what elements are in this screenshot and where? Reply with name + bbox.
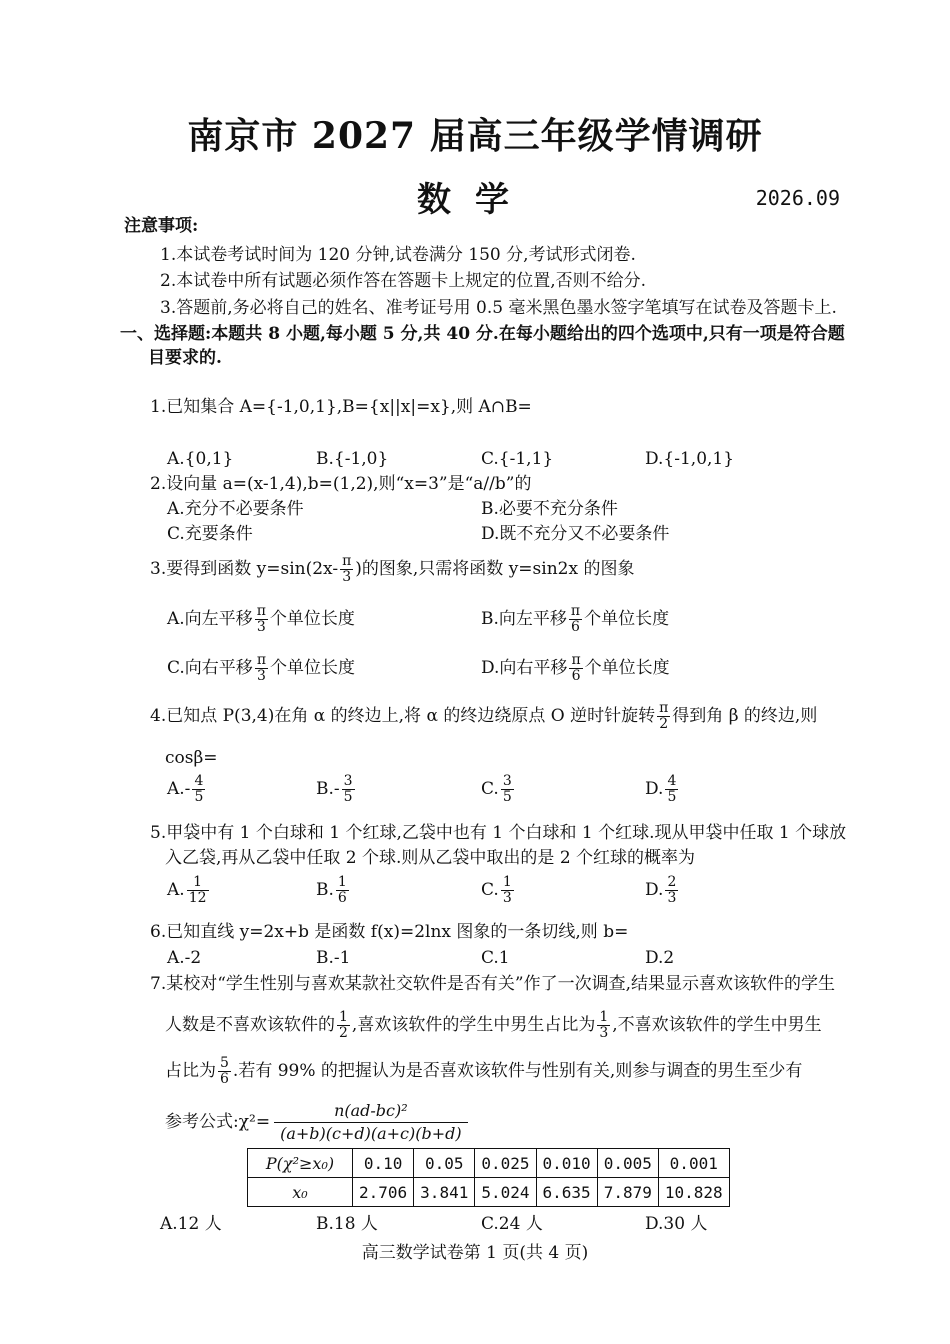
q6-stem: 6.已知直线 y=2x+b 是函数 f(x)=2lnx 图象的一条切线,则 b=: [150, 922, 629, 942]
q5-option-a: A. $\frac{1}{12}$: [167, 874, 207, 906]
q3-stem: 3.要得到函数 y=sin(2x- $\frac{\pi}{3}$ )的图象,只需将函数 y=sin2x 的图象: [150, 553, 635, 585]
q4-option-b: B.- $\frac{3}{5}$: [316, 773, 353, 805]
q7-option-d: D.30 人: [645, 1214, 708, 1234]
q7-option-b: B.18 人: [316, 1214, 378, 1234]
q2-stem: 2.设向量 a=(x-1,4),b=(1,2),则“x=3”是“a//b”的: [150, 474, 532, 494]
q7-formula: 参考公式:χ²= $\frac{\text{n(ad-bc)²}}{(a+b)(c+d)(a+c)(b+d)}$: [165, 1100, 472, 1145]
q7-option-a: A.12 人: [160, 1214, 222, 1234]
q7-line3: 占比为 $\frac{5}{6}$ .若有 99% 的把握认为是否喜欢该软件与性别有关,则参与调查的男生至少有: [165, 1055, 803, 1087]
q7-line1: 7.某校对“学生性别与喜欢某款社交软件是否有关”作了一次调查,结果显示喜欢该软件的学生: [150, 974, 836, 994]
q4-option-c: C. $\frac{3}{5}$: [481, 773, 512, 805]
q6-option-d: D.2: [645, 948, 675, 968]
section-heading-line2: 目要求的.: [148, 348, 222, 368]
exam-date: 2026.09: [755, 186, 840, 210]
q1-option-a: A.{0,1}: [167, 449, 234, 469]
q5-option-d: D. $\frac{2}{3}$: [645, 874, 677, 906]
q3-option-b: B.向左平移 $\frac{\pi}{6}$ 个单位长度: [481, 603, 670, 635]
q4-stem: 4.已知点 P(3,4)在角 α 的终边上,将 α 的终边绕原点 O 逆时针旋转 $\frac{\pi}{2}$ 得到角 β 的终边,则: [150, 700, 818, 732]
notice-item-3: 3.答题前,务必将自己的姓名、准考证号用 0.5 毫米黑色墨水签字笔填写在试卷及答题卡上.: [160, 298, 837, 318]
q3-option-d: D.向右平移 $\frac{\pi}{6}$ 个单位长度: [481, 652, 670, 684]
table-cell: 5.024: [475, 1178, 536, 1207]
q2-option-b: B.必要不充分条件: [481, 499, 618, 519]
q6-option-b: B.-1: [316, 948, 351, 968]
q2-option-c: C.充要条件: [167, 524, 253, 544]
q5-stem-line2: 入乙袋,再从乙袋中任取 2 个球.则从乙袋中取出的是 2 个红球的概率为: [165, 848, 696, 868]
table-cell: 3.841: [414, 1178, 475, 1207]
table-row: [248, 1149, 730, 1178]
chi-square-critical-table: [247, 1148, 730, 1207]
table-cell: 0.005: [597, 1149, 658, 1178]
table-cell: 0.10: [353, 1149, 414, 1178]
q7-line2: 人数是不喜欢该软件的 $\frac{1}{2}$ ,喜欢该软件的学生中男生占比为 $\frac{1}{3}$ ,不喜欢该软件的学生中男生: [165, 1009, 822, 1041]
q4-option-d: D. $\frac{4}{5}$: [645, 773, 677, 805]
table-cell: 0.05: [414, 1149, 475, 1178]
table-cell: 7.879: [597, 1178, 658, 1207]
q4-stem-line2: cosβ=: [165, 748, 218, 768]
notice-item-2: 2.本试卷中所有试题必须作答在答题卡上规定的位置,否则不给分.: [160, 271, 647, 291]
exam-title: 南京市 2027 届高三年级学情调研: [187, 115, 763, 157]
q1-option-d: D.{-1,0,1}: [645, 449, 735, 469]
table-row: [248, 1178, 730, 1207]
q3-option-c: C.向右平移 $\frac{\pi}{3}$ 个单位长度: [167, 652, 356, 684]
subject-title: 数学: [417, 180, 533, 220]
q3-option-a: A.向左平移 $\frac{\pi}{3}$ 个单位长度: [167, 603, 355, 635]
q6-option-c: C.1: [481, 948, 510, 968]
q4-option-a: A.- $\frac{4}{5}$: [167, 773, 204, 805]
table-cell: 0.025: [475, 1149, 536, 1178]
table-cell: 10.828: [658, 1178, 729, 1207]
q5-option-c: C. $\frac{1}{3}$: [481, 874, 512, 906]
table-cell: 2.706: [353, 1178, 414, 1207]
table-row-header: P(χ²≥x₀): [248, 1149, 353, 1178]
chi-square-fraction: $\frac{\text{n(ad-bc)²}}{(a+b)(c+d)(a+c)(b+d)}$: [274, 1100, 468, 1145]
q2-option-d: D.既不充分又不必要条件: [481, 524, 670, 544]
q5-option-b: B. $\frac{1}{6}$: [316, 874, 347, 906]
section-heading-line1: 一、选择题:本题共 8 小题,每小题 5 分,共 40 分.在每小题给出的四个选项中,只有一项是符合题: [120, 324, 845, 344]
page-footer: 高三数学试卷第 1 页(共 4 页): [361, 1243, 589, 1263]
q1-stem: 1.已知集合 A={-1,0,1},B={x||x|=x},则 A∩B=: [150, 397, 532, 417]
q1-option-b: B.{-1,0}: [316, 449, 389, 469]
notice-heading: 注意事项:: [124, 216, 199, 236]
q6-option-a: A.-2: [167, 948, 202, 968]
q7-option-c: C.24 人: [481, 1214, 543, 1234]
q3-stem-fraction: $\frac{\pi}{3}$: [342, 553, 352, 585]
notice-item-1: 1.本试卷考试时间为 120 分钟,试卷满分 150 分,考试形式闭卷.: [160, 245, 636, 265]
q2-option-a: A.充分不必要条件: [167, 499, 304, 519]
table-cell: 0.010: [536, 1149, 597, 1178]
q1-option-c: C.{-1,1}: [481, 449, 554, 469]
table-cell: 6.635: [536, 1178, 597, 1207]
table-cell: 0.001: [658, 1149, 729, 1178]
table-row-header: x₀: [248, 1178, 353, 1207]
q5-stem-line1: 5.甲袋中有 1 个白球和 1 个红球,乙袋中也有 1 个白球和 1 个红球.现从甲袋中任取 1 个球放: [150, 823, 847, 843]
